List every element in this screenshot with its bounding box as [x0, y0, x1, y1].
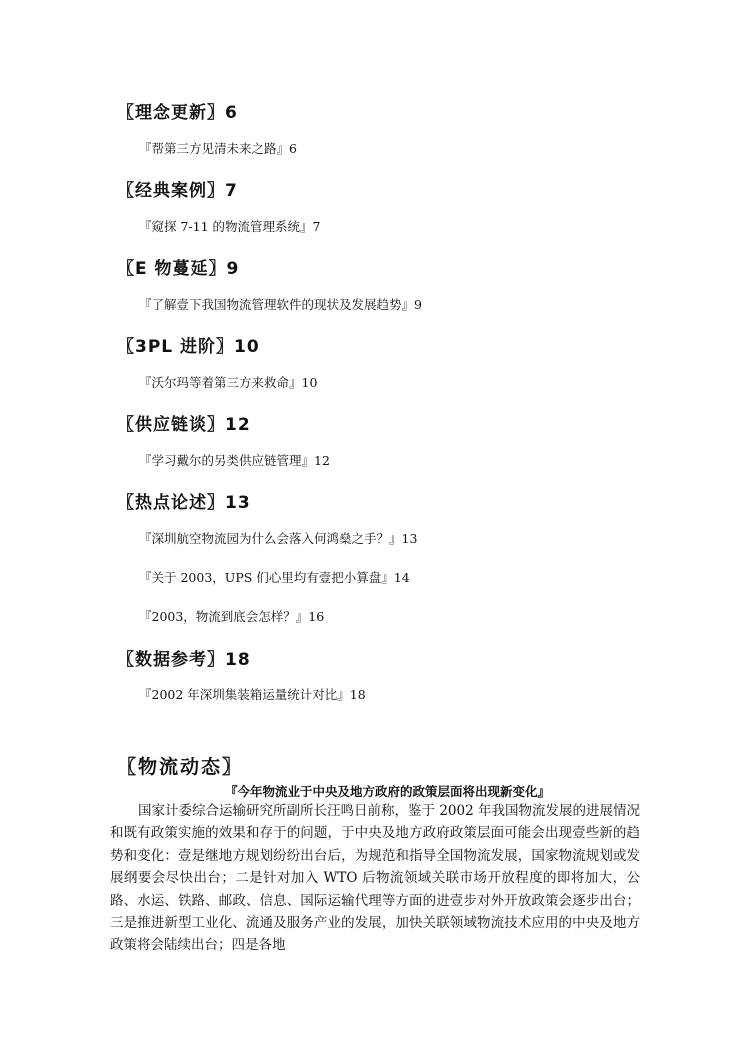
toc-heading-concept-update[interactable]: 〖理念更新〗6 — [117, 103, 238, 123]
article-title: 『今年物流业于中央及地方政府的政策层面将出现新变化』 — [225, 784, 551, 799]
toc-item[interactable]: 『2003，物流到底会怎样？』16 — [139, 609, 325, 624]
article-paragraph: 国家计委综合运输研究所副所长汪鸣日前称，鉴于 2002 年我国物流发展的进展情况和既有政策实施的效果和存于的问题，于中央及地方政府政策层面可能会出现壹些新的趋势和变化：壹是继地方规划纷纷出台后，为规范和指导全国物流发展，国家物流规划或发展纲要会尽快出台；二是针对加入 WTO 后物流领域关联市场开放程度的即将加大，公路、水运、铁路、邮政、信息、国际运输代理等方面的进壹步对外开放政策会逐步出台；三是推进新型工业化、流通及服务产业的发展，加快关联领域物流技术应用的中央及地方政策将会陆续出台；四是各地 — [110, 803, 640, 954]
section-heading-logistics-news: 〖物流动态〗 — [117, 756, 244, 778]
toc-heading-data-reference[interactable]: 〖数据参考〗18 — [117, 650, 251, 670]
toc-item[interactable]: 『窥探 7-11 的物流管理系统』7 — [139, 219, 321, 234]
toc-heading-supply-chain[interactable]: 〖供应链谈〗12 — [117, 415, 251, 435]
toc-heading-classic-cases[interactable]: 〖经典案例〗7 — [117, 181, 238, 201]
toc-item[interactable]: 『关于 2003，UPS 们心里均有壹把小算盘』14 — [139, 570, 410, 585]
toc-item[interactable]: 『帮第三方见清未来之路』6 — [139, 141, 297, 156]
toc-heading-3pl[interactable]: 〖3PL 进阶〗10 — [117, 337, 260, 357]
toc-heading-hot-topics[interactable]: 〖热点论述〗13 — [117, 493, 251, 513]
toc-item[interactable]: 『2002 年深圳集装箱运量统计对比』18 — [139, 687, 366, 702]
toc-item[interactable]: 『深圳航空物流园为什么会落入何鸿燊之手？』13 — [139, 531, 418, 546]
toc-item[interactable]: 『了解壹下我国物流管理软件的现状及发展趋势』9 — [139, 297, 422, 312]
toc-item[interactable]: 『学习戴尔的另类供应链管理』12 — [139, 453, 330, 468]
toc-heading-e-logistics[interactable]: 〖E 物蔓延〗9 — [117, 259, 240, 279]
toc-item[interactable]: 『沃尔玛等着第三方来救命』10 — [139, 375, 318, 390]
